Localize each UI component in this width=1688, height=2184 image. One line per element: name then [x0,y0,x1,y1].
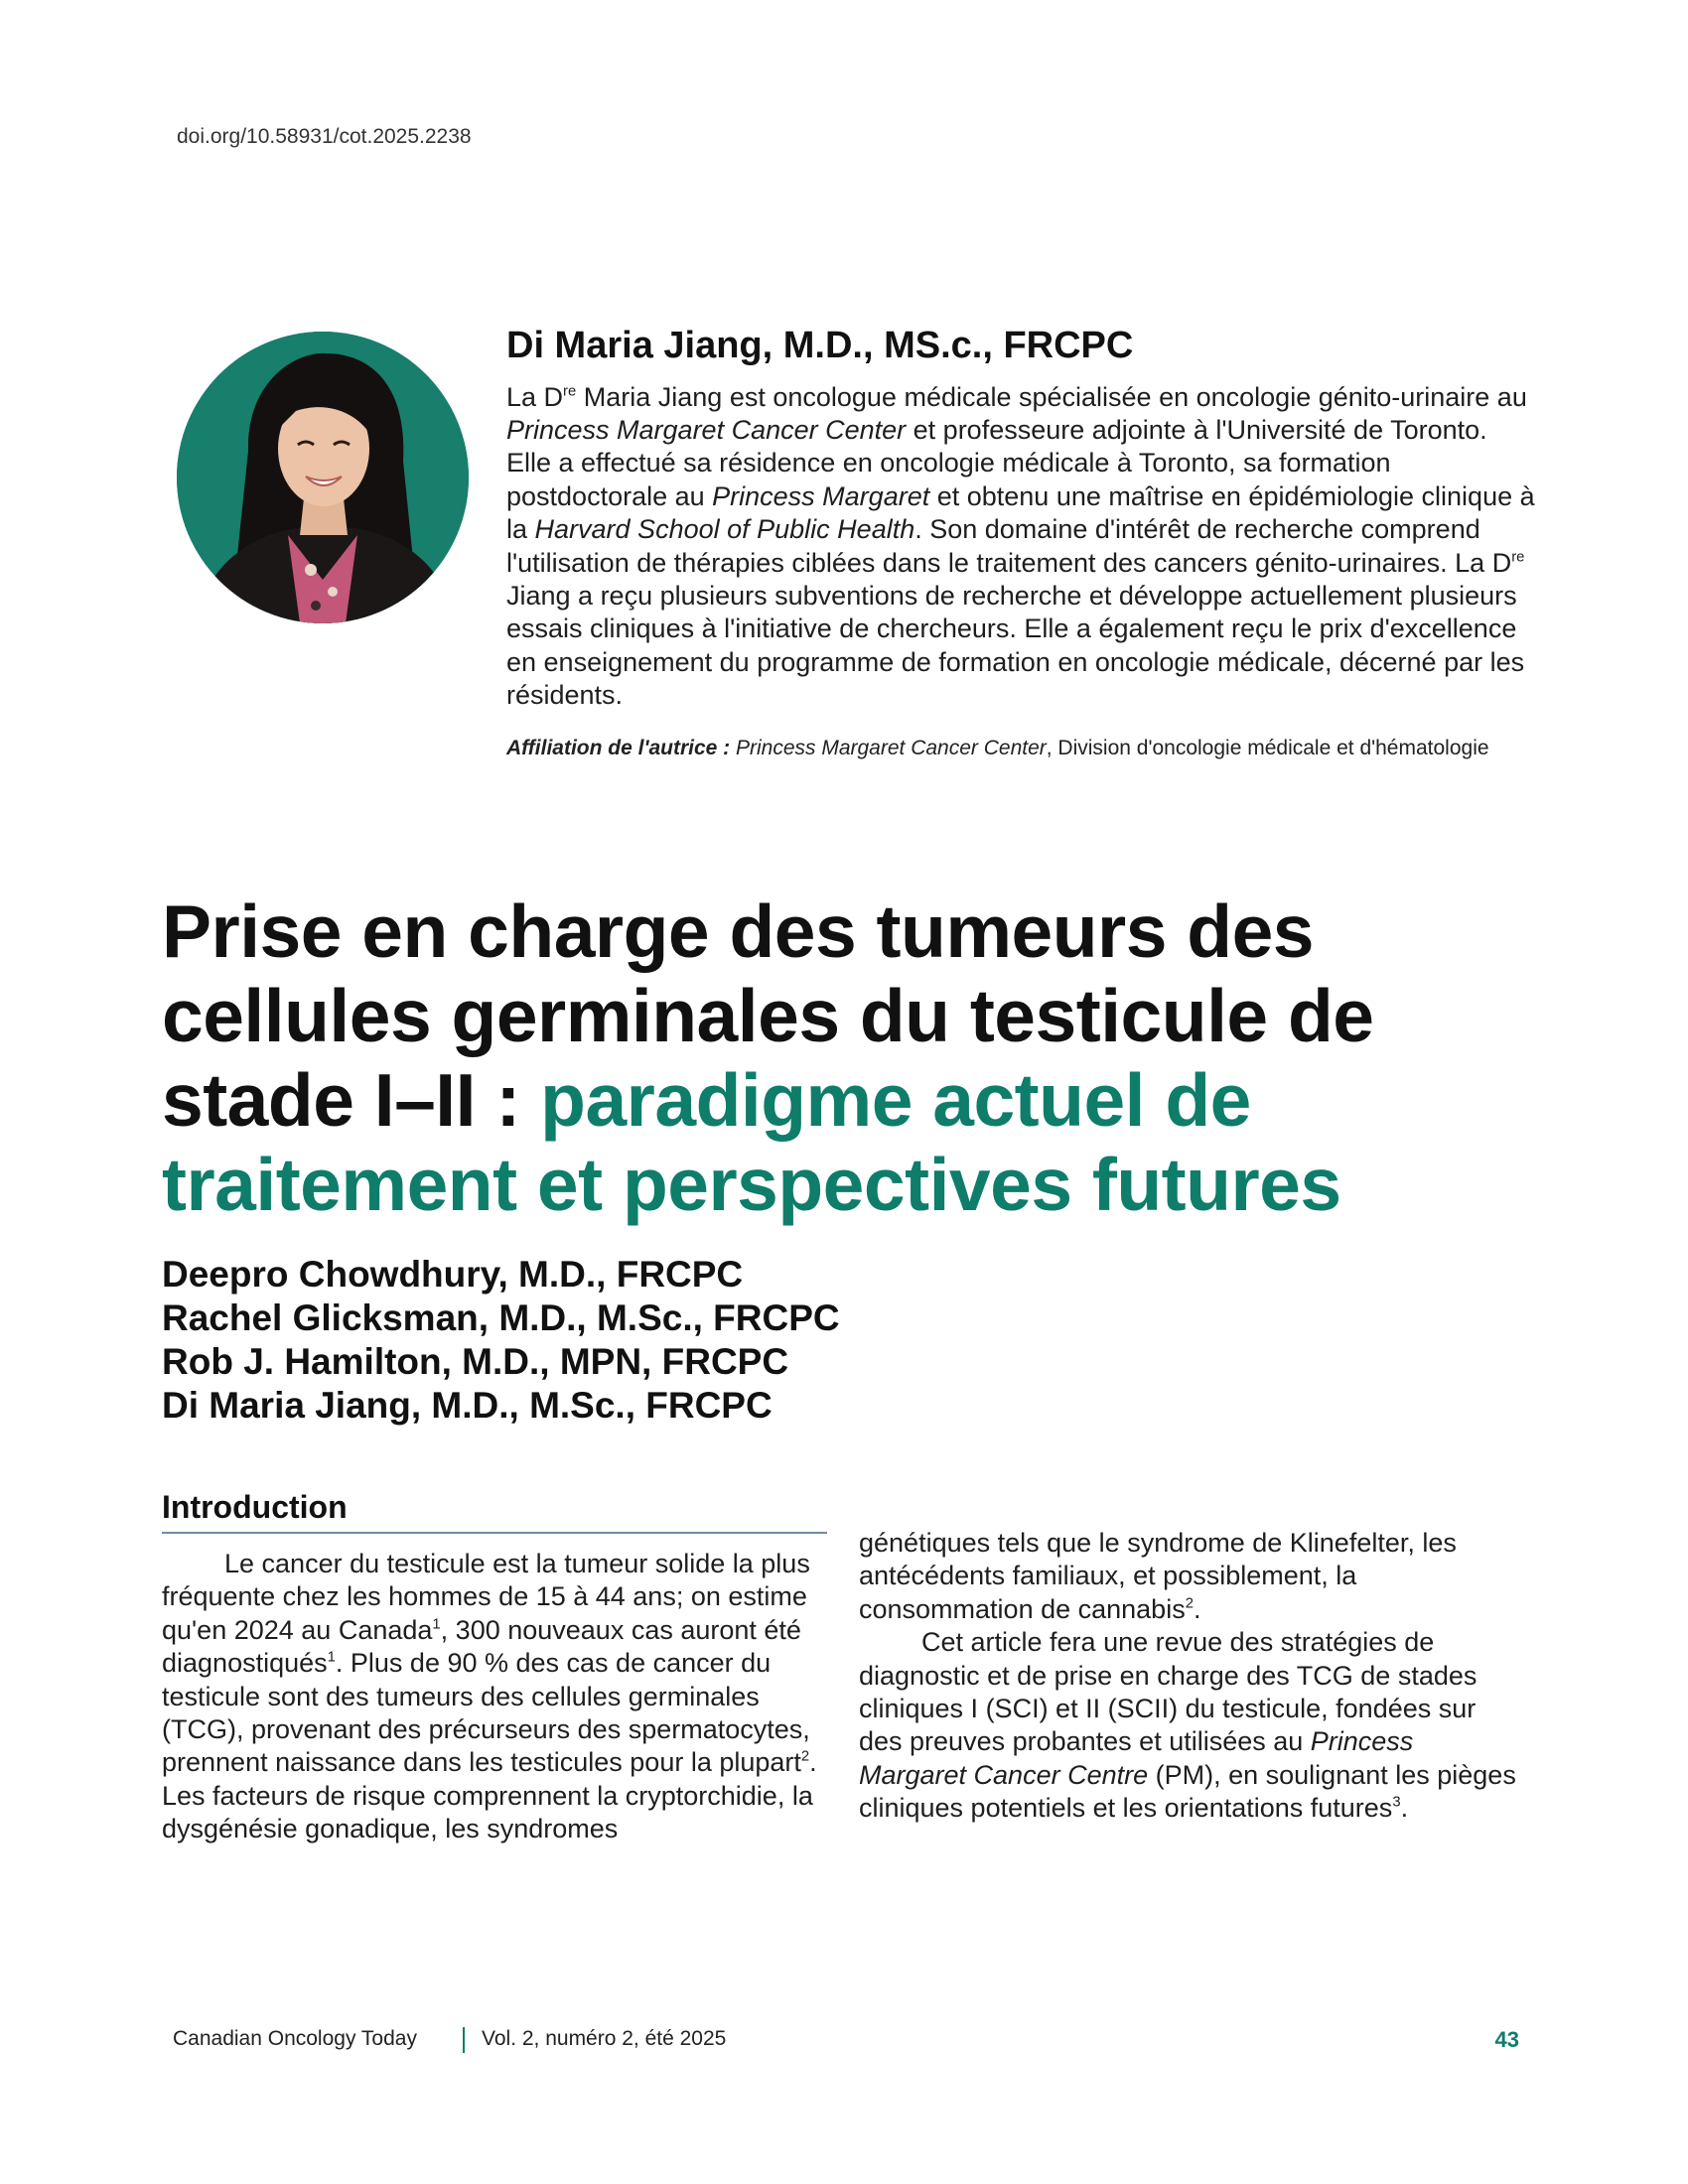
reference-marker: 2 [1185,1595,1194,1612]
bio-affiliation: Affiliation de l'autrice : Princess Margaret Cancer Center, Division d'oncologie médicale et d'hématologie [506,736,1489,759]
reference-marker: 3 [1392,1794,1401,1811]
reference-marker: 1 [327,1649,336,1666]
footer-divider [463,2027,465,2053]
author-name: Rachel Glicksman, M.D., M.Sc., FRCPC [162,1297,840,1338]
section-heading-introduction: Introduction [162,1489,827,1534]
author-list [162,1253,840,1428]
author-name: Deepro Chowdhury, M.D., FRCPC [162,1254,744,1295]
article-title-accent: paradigme actuel de traitement et perspectives futures [162,1058,1341,1226]
reference-marker: 1 [432,1616,441,1633]
column-right [859,1527,1524,1826]
footer-issue: Vol. 2, numéro 2, été 2025 [482,2027,727,2050]
body-paragraph: génétiques tels que le syndrome de Klinefelter, les antécédents familiaux, et possiblement, la consommation de cannabis$^2$. [859,1528,1457,1624]
footer-journal: Canadian Oncology Today [173,2027,417,2050]
page-number: 43 [1494,2027,1519,2052]
bio-name: Di Maria Jiang, M.D., MS.c., FRCPC [506,325,1134,366]
body-paragraph: Cet article fera une revue des stratégies de diagnostic et de prise en charge des TCG de stades cliniques I (SCI) et II (SCII) du testicule, fondées sur des preuves probantes et utilisées au Princess Margaret Cancer Centre (PM), en soulignant les pièges cliniques potentiels et les orientations futures$^3$. [859,1627,1516,1824]
reference-marker: 2 [800,1749,810,1766]
bio-text: La Dre Maria Jiang est oncologue médicale spécialisée en oncologie génito-urinaire au Princess Margaret Cancer Center et professeure adjointe à l'Université de Toronto. Elle a effectué sa résidence en oncologie médicale à Toronto, sa formation postdoctorale au Princess Margaret et obtenu une maîtrise en épidémiologie clinique à la Harvard School of Public Health. Son domaine d'intérêt de recherche comprend l'utilisation de thérapies ciblées dans le traitement des cancers génito-urinaires. La Dre Jiang a reçu plusieurs subventions de recherche et développe actuellement plusieurs essais cliniques à l'initiative de chercheurs. Elle a également reçu le prix d'excellence en enseignement du programme de formation en oncologie médicale, décerné par les résidents. [506,381,1535,711]
author-name: Rob J. Hamilton, M.D., MPN, FRCPC [162,1341,789,1382]
page-footer [173,2027,1519,2059]
doi-link[interactable]: doi.org/10.58931/cot.2025.2238 [177,125,472,148]
column-left [162,1489,827,1846]
author-bio [506,324,1539,762]
author-name: Di Maria Jiang, M.D., M.Sc., FRCPC [162,1385,773,1426]
article-title: Prise en charge des tumeurs des cellules germinales du testicule de stade I–II : paradigme actuel de traitement et perspectives futures [162,889,1374,1226]
author-portrait [177,332,469,623]
body-paragraph: Le cancer du testicule est la tumeur solide la plus fréquente chez les hommes de 15 à 44 ans; on estime qu'en 2024 au Canada$^1$, 300 nouveaux cas auront été diagnostiqués$^1$. Plus de 90 % des cas de cancer du testicule sont des tumeurs des cellules germinales (TCG), provenant des précurseurs des spermatocytes, prennent naissance dans les testicules pour la plupart$^2$. Les facteurs de risque comprennent la cryptorchidie, la dysgénésie gonadique, les syndromes [162,1549,817,1844]
